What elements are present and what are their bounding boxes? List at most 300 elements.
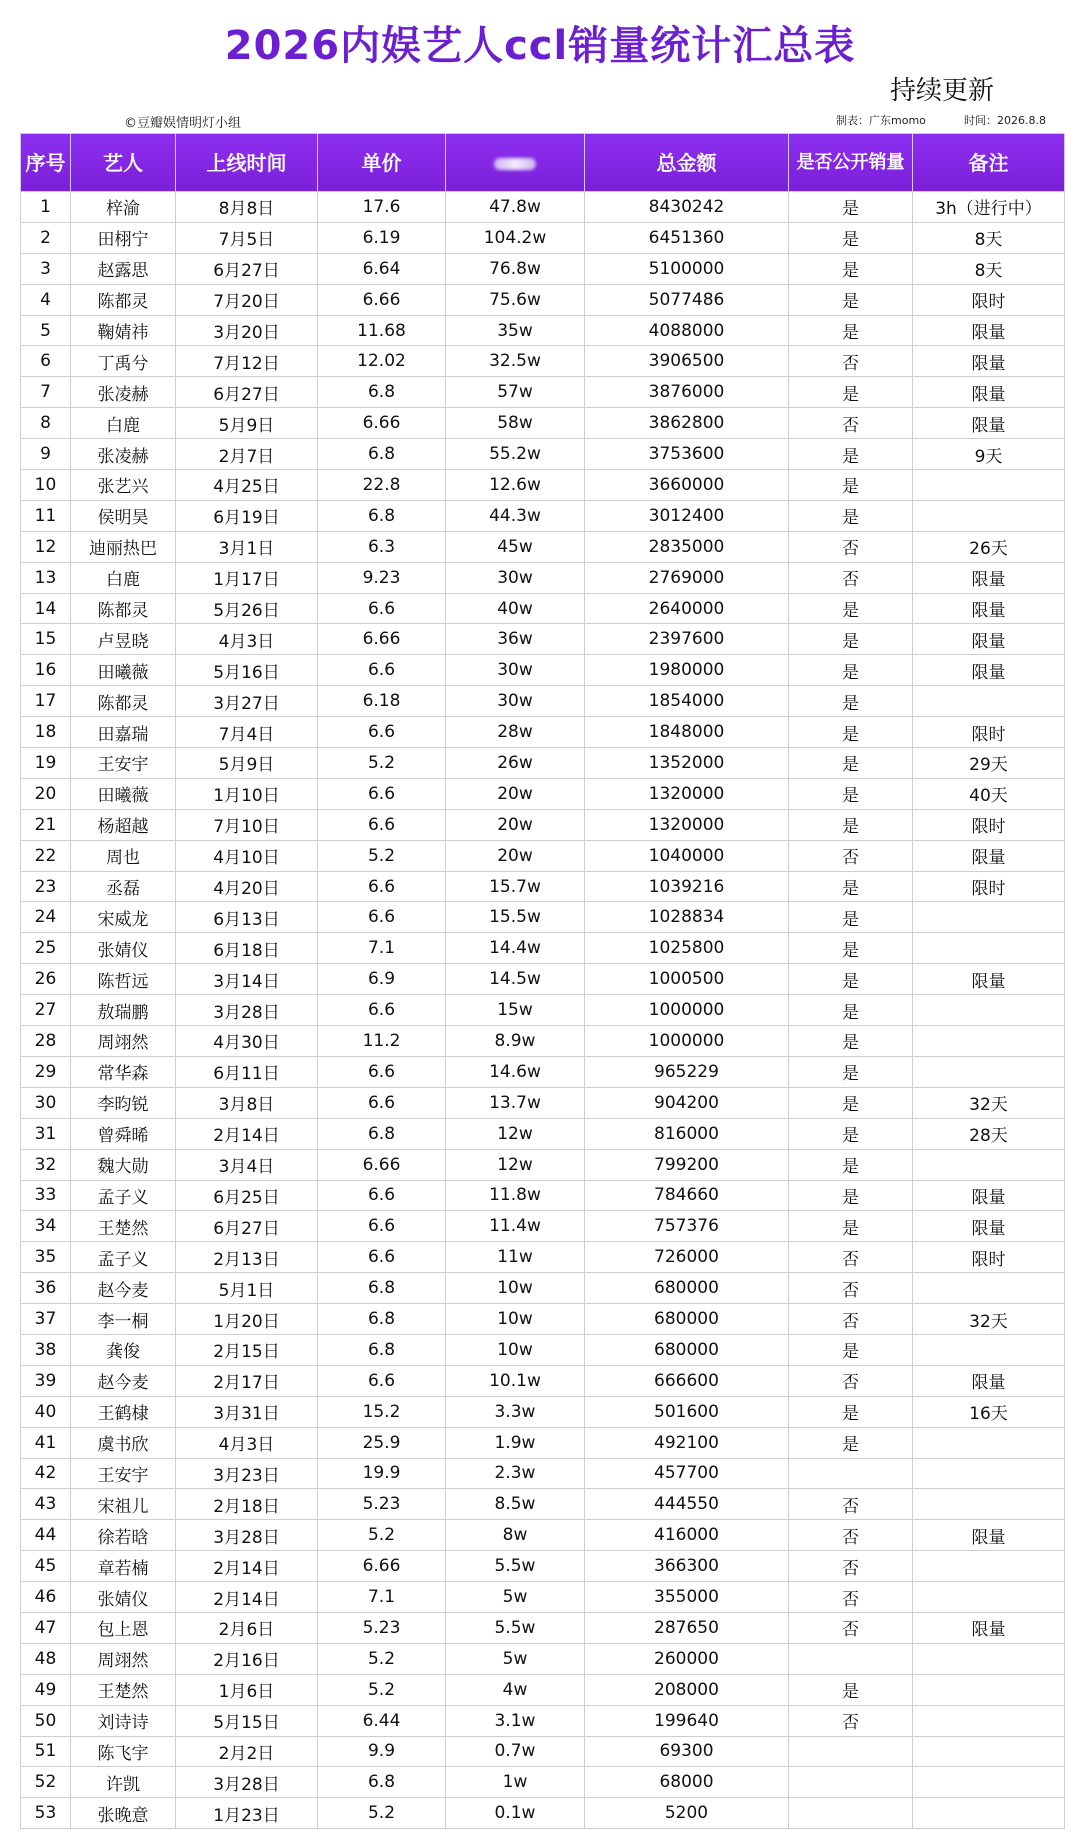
cell-artist: 周也 xyxy=(71,840,176,871)
cell-price: 6.6 xyxy=(318,655,446,686)
cell-index: 26 xyxy=(21,964,71,995)
table-row xyxy=(21,717,1065,748)
cell-notes: 限时 xyxy=(913,871,1065,902)
cell-artist: 李一桐 xyxy=(71,1304,176,1335)
cell-date: 3月31日 xyxy=(176,1396,318,1427)
cell-index: 22 xyxy=(21,840,71,871)
cell-index: 10 xyxy=(21,470,71,501)
cell-artist: 王安宇 xyxy=(71,748,176,779)
table-row xyxy=(21,748,1065,779)
cell-price: 6.6 xyxy=(318,1211,446,1242)
cell-artist: 魏大勋 xyxy=(71,1149,176,1180)
cell-total: 366300 xyxy=(585,1551,789,1582)
cell-notes xyxy=(913,1273,1065,1304)
cell-index: 34 xyxy=(21,1211,71,1242)
cell-notes: 40天 xyxy=(913,778,1065,809)
cell-price: 7.1 xyxy=(318,1582,446,1613)
cell-sales: 11.4w xyxy=(446,1211,585,1242)
cell-total: 4088000 xyxy=(585,315,789,346)
cell-sales: 44.3w xyxy=(446,500,585,531)
cell-price: 6.6 xyxy=(318,809,446,840)
cell-sales: 10w xyxy=(446,1334,585,1365)
table-row xyxy=(21,1056,1065,1087)
cell-public: 否 xyxy=(789,408,913,439)
cell-price: 6.66 xyxy=(318,624,446,655)
cell-index: 29 xyxy=(21,1056,71,1087)
table-row xyxy=(21,1643,1065,1674)
cell-total: 3753600 xyxy=(585,439,789,470)
cell-public: 否 xyxy=(789,1551,913,1582)
cell-date: 5月15日 xyxy=(176,1705,318,1736)
cell-index: 11 xyxy=(21,500,71,531)
cell-index: 51 xyxy=(21,1736,71,1767)
cell-total: 457700 xyxy=(585,1458,789,1489)
cell-price: 6.6 xyxy=(318,871,446,902)
table-row xyxy=(21,470,1065,501)
cell-price: 6.9 xyxy=(318,964,446,995)
cell-sales: 1.9w xyxy=(446,1427,585,1458)
cell-total: 680000 xyxy=(585,1273,789,1304)
cell-total: 1040000 xyxy=(585,840,789,871)
cell-date: 6月18日 xyxy=(176,933,318,964)
cell-sales: 0.1w xyxy=(446,1798,585,1829)
cell-total: 444550 xyxy=(585,1489,789,1520)
cell-total: 3862800 xyxy=(585,408,789,439)
table-row xyxy=(21,1612,1065,1643)
cell-date: 1月20日 xyxy=(176,1304,318,1335)
cell-date: 6月19日 xyxy=(176,500,318,531)
cell-notes: 限量 xyxy=(913,408,1065,439)
cell-price: 6.8 xyxy=(318,500,446,531)
table-row xyxy=(21,871,1065,902)
table-row xyxy=(21,253,1065,284)
cell-total: 5200 xyxy=(585,1798,789,1829)
table-row xyxy=(21,840,1065,871)
cell-date: 3月28日 xyxy=(176,1767,318,1798)
cell-total: 1028834 xyxy=(585,902,789,933)
cell-price: 6.66 xyxy=(318,1551,446,1582)
cell-index: 41 xyxy=(21,1427,71,1458)
cell-public: 否 xyxy=(789,840,913,871)
cell-sales: 8.5w xyxy=(446,1489,585,1520)
col-header-notes: 备注 xyxy=(913,134,1065,192)
cell-notes xyxy=(913,1056,1065,1087)
cell-artist: 丞磊 xyxy=(71,871,176,902)
cell-index: 48 xyxy=(21,1643,71,1674)
cell-notes: 限量 xyxy=(913,346,1065,377)
table-row xyxy=(21,995,1065,1026)
cell-public xyxy=(789,1458,913,1489)
cell-sales: 3.1w xyxy=(446,1705,585,1736)
cell-artist: 徐若晗 xyxy=(71,1520,176,1551)
cell-index: 44 xyxy=(21,1520,71,1551)
cell-date: 6月25日 xyxy=(176,1180,318,1211)
cell-notes: 限时 xyxy=(913,717,1065,748)
cell-price: 6.8 xyxy=(318,1304,446,1335)
cell-artist: 赵露思 xyxy=(71,253,176,284)
cell-artist: 梓渝 xyxy=(71,192,176,223)
table-row xyxy=(21,1334,1065,1365)
cell-total: 416000 xyxy=(585,1520,789,1551)
cell-notes: 8天 xyxy=(913,222,1065,253)
cell-price: 5.23 xyxy=(318,1612,446,1643)
cell-notes: 8天 xyxy=(913,253,1065,284)
cell-public: 否 xyxy=(789,1365,913,1396)
cell-index: 46 xyxy=(21,1582,71,1613)
cell-artist: 赵今麦 xyxy=(71,1365,176,1396)
cell-price: 6.6 xyxy=(318,1180,446,1211)
cell-sales: 1w xyxy=(446,1767,585,1798)
cell-sales: 2.3w xyxy=(446,1458,585,1489)
cell-total: 1352000 xyxy=(585,748,789,779)
cell-notes: 限量 xyxy=(913,562,1065,593)
cell-sales: 3.3w xyxy=(446,1396,585,1427)
table-row xyxy=(21,1551,1065,1582)
table-row xyxy=(21,809,1065,840)
cell-public: 是 xyxy=(789,655,913,686)
cell-artist: 田曦薇 xyxy=(71,778,176,809)
cell-index: 16 xyxy=(21,655,71,686)
col-header-total: 总金额 xyxy=(585,134,789,192)
cell-price: 6.6 xyxy=(318,778,446,809)
cell-public: 是 xyxy=(789,1087,913,1118)
cell-date: 5月26日 xyxy=(176,593,318,624)
cell-artist: 陈都灵 xyxy=(71,284,176,315)
cell-sales: 30w xyxy=(446,655,585,686)
cell-notes: 限时 xyxy=(913,284,1065,315)
cell-sales: 12.6w xyxy=(446,470,585,501)
cell-public: 否 xyxy=(789,1489,913,1520)
cell-total: 287650 xyxy=(585,1612,789,1643)
col-header-blurred xyxy=(446,134,585,192)
cell-total: 2397600 xyxy=(585,624,789,655)
cell-index: 15 xyxy=(21,624,71,655)
cell-price: 11.68 xyxy=(318,315,446,346)
cell-sales: 8w xyxy=(446,1520,585,1551)
maker-credit: 制表：广东momo xyxy=(836,114,926,127)
table-header-row xyxy=(21,134,1065,192)
cell-index: 31 xyxy=(21,1118,71,1149)
cell-date: 2月2日 xyxy=(176,1736,318,1767)
cell-artist: 张婧仪 xyxy=(71,933,176,964)
cell-notes: 26天 xyxy=(913,531,1065,562)
cell-notes xyxy=(913,1489,1065,1520)
table-row xyxy=(21,1149,1065,1180)
cell-date: 1月23日 xyxy=(176,1798,318,1829)
cell-notes xyxy=(913,1582,1065,1613)
table-row xyxy=(21,655,1065,686)
cell-artist: 赵今麦 xyxy=(71,1273,176,1304)
cell-index: 9 xyxy=(21,439,71,470)
cell-price: 6.66 xyxy=(318,1149,446,1180)
cell-artist: 田栩宁 xyxy=(71,222,176,253)
cell-price: 6.6 xyxy=(318,1056,446,1087)
cell-date: 6月27日 xyxy=(176,377,318,408)
cell-date: 7月20日 xyxy=(176,284,318,315)
table-row xyxy=(21,1705,1065,1736)
cell-price: 6.19 xyxy=(318,222,446,253)
cell-price: 25.9 xyxy=(318,1427,446,1458)
cell-notes xyxy=(913,1427,1065,1458)
cell-public: 是 xyxy=(789,253,913,284)
table-row xyxy=(21,284,1065,315)
table-row xyxy=(21,1520,1065,1551)
cell-artist: 孟子义 xyxy=(71,1242,176,1273)
cell-date: 4月10日 xyxy=(176,840,318,871)
maker-time: 时间：2026.8.8 xyxy=(964,114,1046,127)
cell-total: 3660000 xyxy=(585,470,789,501)
cell-index: 37 xyxy=(21,1304,71,1335)
cell-public: 是 xyxy=(789,624,913,655)
table-row xyxy=(21,1582,1065,1613)
cell-price: 7.1 xyxy=(318,933,446,964)
cell-total: 1320000 xyxy=(585,809,789,840)
cell-index: 52 xyxy=(21,1767,71,1798)
cell-index: 24 xyxy=(21,902,71,933)
cell-index: 13 xyxy=(21,562,71,593)
cell-artist: 张凌赫 xyxy=(71,377,176,408)
cell-sales: 5.5w xyxy=(446,1612,585,1643)
cell-total: 2640000 xyxy=(585,593,789,624)
cell-public: 否 xyxy=(789,346,913,377)
table-row xyxy=(21,1180,1065,1211)
cell-artist: 杨超越 xyxy=(71,809,176,840)
cell-date: 5月16日 xyxy=(176,655,318,686)
cell-total: 1039216 xyxy=(585,871,789,902)
cell-notes: 3h（进行中） xyxy=(913,192,1065,223)
cell-date: 6月27日 xyxy=(176,253,318,284)
cell-artist: 张艺兴 xyxy=(71,470,176,501)
table-row xyxy=(21,1087,1065,1118)
cell-notes: 限量 xyxy=(913,964,1065,995)
cell-date: 2月13日 xyxy=(176,1242,318,1273)
cell-public: 是 xyxy=(789,439,913,470)
cell-public: 是 xyxy=(789,778,913,809)
cell-index: 45 xyxy=(21,1551,71,1582)
table-row xyxy=(21,1026,1065,1057)
cell-date: 2月14日 xyxy=(176,1582,318,1613)
cell-artist: 李昀锐 xyxy=(71,1087,176,1118)
cell-price: 5.2 xyxy=(318,1798,446,1829)
cell-notes: 限时 xyxy=(913,1242,1065,1273)
cell-notes: 16天 xyxy=(913,1396,1065,1427)
cell-artist: 迪丽热巴 xyxy=(71,531,176,562)
table-row xyxy=(21,686,1065,717)
cell-index: 6 xyxy=(21,346,71,377)
cell-artist: 王鹤棣 xyxy=(71,1396,176,1427)
cell-public: 否 xyxy=(789,1304,913,1335)
table-row xyxy=(21,531,1065,562)
cell-index: 7 xyxy=(21,377,71,408)
cell-total: 501600 xyxy=(585,1396,789,1427)
cell-index: 30 xyxy=(21,1087,71,1118)
table-row xyxy=(21,377,1065,408)
cell-total: 68000 xyxy=(585,1767,789,1798)
cell-notes: 限量 xyxy=(913,624,1065,655)
cell-public: 是 xyxy=(789,500,913,531)
cell-index: 20 xyxy=(21,778,71,809)
cell-sales: 26w xyxy=(446,748,585,779)
cell-public: 是 xyxy=(789,1674,913,1705)
table-row xyxy=(21,1798,1065,1829)
cell-sales: 40w xyxy=(446,593,585,624)
col-header-artist: 艺人 xyxy=(71,134,176,192)
cell-artist: 章若楠 xyxy=(71,1551,176,1582)
cell-sales: 10w xyxy=(446,1304,585,1335)
cell-public: 是 xyxy=(789,222,913,253)
cell-sales: 20w xyxy=(446,809,585,840)
cell-sales: 5w xyxy=(446,1582,585,1613)
cell-total: 5100000 xyxy=(585,253,789,284)
table-body xyxy=(21,192,1065,1829)
cell-sales: 15.7w xyxy=(446,871,585,902)
cell-public: 是 xyxy=(789,995,913,1026)
cell-total: 3012400 xyxy=(585,500,789,531)
cell-sales: 11.8w xyxy=(446,1180,585,1211)
table-row xyxy=(21,1458,1065,1489)
cell-price: 5.2 xyxy=(318,840,446,871)
cell-sales: 15w xyxy=(446,995,585,1026)
cell-notes xyxy=(913,902,1065,933)
page-title: 2026内娱艺人ccl销量统计汇总表 xyxy=(224,23,856,69)
table-row xyxy=(21,1242,1065,1273)
cell-notes xyxy=(913,933,1065,964)
cell-notes: 限量 xyxy=(913,1520,1065,1551)
cell-date: 4月30日 xyxy=(176,1026,318,1057)
cell-date: 6月11日 xyxy=(176,1056,318,1087)
cell-sales: 11w xyxy=(446,1242,585,1273)
table-row xyxy=(21,1736,1065,1767)
cell-index: 32 xyxy=(21,1149,71,1180)
cell-notes: 限时 xyxy=(913,809,1065,840)
source-credit: ©豆瓣娱情明灯小组 xyxy=(124,116,242,131)
table-row xyxy=(21,778,1065,809)
cell-date: 4月25日 xyxy=(176,470,318,501)
cell-public: 是 xyxy=(789,1026,913,1057)
cell-total: 3906500 xyxy=(585,346,789,377)
cell-date: 2月6日 xyxy=(176,1612,318,1643)
table-row xyxy=(21,1365,1065,1396)
table-row xyxy=(21,933,1065,964)
table-row xyxy=(21,222,1065,253)
cell-public: 是 xyxy=(789,1118,913,1149)
cell-sales: 12w xyxy=(446,1149,585,1180)
cell-date: 6月27日 xyxy=(176,1211,318,1242)
cell-total: 1025800 xyxy=(585,933,789,964)
cell-price: 6.66 xyxy=(318,408,446,439)
cell-date: 4月20日 xyxy=(176,871,318,902)
cell-date: 1月6日 xyxy=(176,1674,318,1705)
cell-artist: 鞠婧祎 xyxy=(71,315,176,346)
cell-price: 6.3 xyxy=(318,531,446,562)
cell-notes xyxy=(913,686,1065,717)
cell-notes xyxy=(913,470,1065,501)
table-row xyxy=(21,1396,1065,1427)
cell-index: 4 xyxy=(21,284,71,315)
cell-public: 是 xyxy=(789,933,913,964)
cell-total: 816000 xyxy=(585,1118,789,1149)
cell-total: 492100 xyxy=(585,1427,789,1458)
cell-price: 9.9 xyxy=(318,1736,446,1767)
table-row xyxy=(21,964,1065,995)
cell-date: 5月1日 xyxy=(176,1273,318,1304)
cell-date: 7月12日 xyxy=(176,346,318,377)
cell-sales: 5.5w xyxy=(446,1551,585,1582)
cell-total: 1000000 xyxy=(585,1026,789,1057)
cell-artist: 王楚然 xyxy=(71,1674,176,1705)
table-row xyxy=(21,439,1065,470)
cell-notes xyxy=(913,1798,1065,1829)
cell-total: 784660 xyxy=(585,1180,789,1211)
cell-date: 3月1日 xyxy=(176,531,318,562)
cell-notes: 限量 xyxy=(913,1211,1065,1242)
cell-date: 7月10日 xyxy=(176,809,318,840)
cell-price: 17.6 xyxy=(318,192,446,223)
cell-total: 904200 xyxy=(585,1087,789,1118)
cell-artist: 虞书欣 xyxy=(71,1427,176,1458)
cell-notes: 限量 xyxy=(913,593,1065,624)
cell-index: 43 xyxy=(21,1489,71,1520)
cell-price: 6.44 xyxy=(318,1705,446,1736)
cell-date: 3月28日 xyxy=(176,1520,318,1551)
cell-artist: 张婧仪 xyxy=(71,1582,176,1613)
cell-sales: 45w xyxy=(446,531,585,562)
cell-price: 5.2 xyxy=(318,1674,446,1705)
cell-public: 否 xyxy=(789,1612,913,1643)
cell-price: 6.8 xyxy=(318,377,446,408)
cell-artist: 曾舜晞 xyxy=(71,1118,176,1149)
cell-artist: 陈都灵 xyxy=(71,593,176,624)
cell-price: 5.2 xyxy=(318,748,446,779)
cell-artist: 田曦薇 xyxy=(71,655,176,686)
cell-artist: 田嘉瑞 xyxy=(71,717,176,748)
cell-total: 680000 xyxy=(585,1304,789,1335)
table-row xyxy=(21,902,1065,933)
col-header-date: 上线时间 xyxy=(176,134,318,192)
cell-sales: 14.5w xyxy=(446,964,585,995)
cell-sales: 55.2w xyxy=(446,439,585,470)
cell-notes xyxy=(913,1736,1065,1767)
cell-date: 2月7日 xyxy=(176,439,318,470)
cell-date: 6月13日 xyxy=(176,902,318,933)
cell-notes xyxy=(913,1767,1065,1798)
cell-index: 38 xyxy=(21,1334,71,1365)
cell-date: 2月14日 xyxy=(176,1118,318,1149)
cell-price: 6.66 xyxy=(318,284,446,315)
cell-total: 1320000 xyxy=(585,778,789,809)
cell-price: 9.23 xyxy=(318,562,446,593)
cell-artist: 宋威龙 xyxy=(71,902,176,933)
cell-notes: 限量 xyxy=(913,655,1065,686)
cell-artist: 卢昱晓 xyxy=(71,624,176,655)
cell-public: 是 xyxy=(789,593,913,624)
cell-notes xyxy=(913,1643,1065,1674)
table-row xyxy=(21,500,1065,531)
cell-notes: 限量 xyxy=(913,315,1065,346)
cell-price: 6.18 xyxy=(318,686,446,717)
cell-sales: 8.9w xyxy=(446,1026,585,1057)
cell-public: 是 xyxy=(789,748,913,779)
cell-public: 否 xyxy=(789,1705,913,1736)
cell-date: 2月16日 xyxy=(176,1643,318,1674)
cell-public: 是 xyxy=(789,470,913,501)
cell-notes xyxy=(913,500,1065,531)
cell-public: 是 xyxy=(789,871,913,902)
cell-total: 355000 xyxy=(585,1582,789,1613)
cell-public: 是 xyxy=(789,1149,913,1180)
cell-price: 11.2 xyxy=(318,1026,446,1057)
cell-public: 是 xyxy=(789,1211,913,1242)
